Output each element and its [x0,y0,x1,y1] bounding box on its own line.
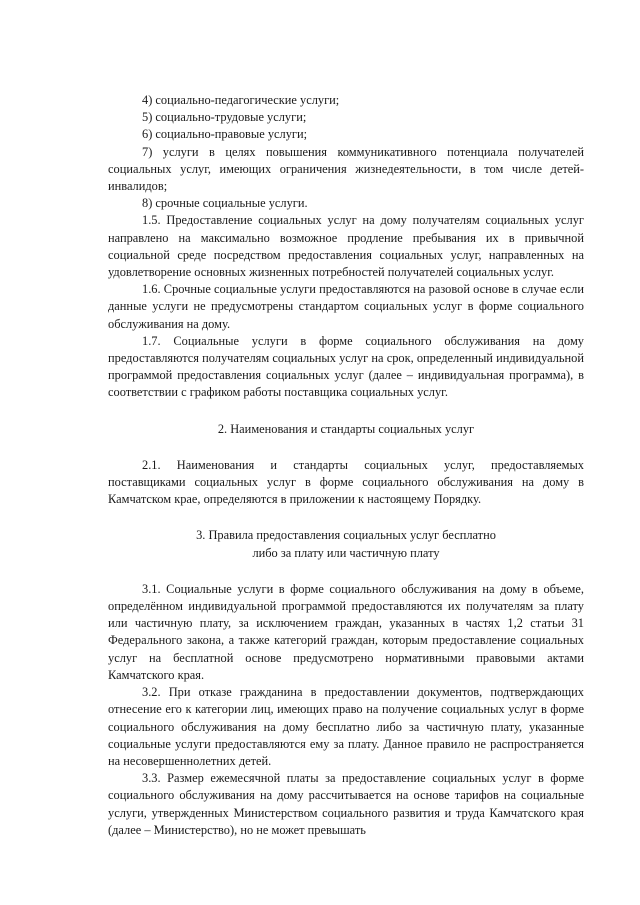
list-item-6: 6) социально-правовые услуги; [142,127,308,142]
paragraph-3-2: 3.2. При отказе гражданина в предоставлении документов, подтверждающих отнесение его к категории лиц, имеющих право на получение социальных услуг в форме социального обслуживания на дому бесплатно либо за частичную плату, указанные социальные услуги предоставляются ему за плату. Данное правило не распространяется на несовершеннолетних детей. [108,685,584,768]
paragraph-1-5: 1.5. Предоставление социальных услуг на дому получателям социальных услуг направлено на максимально возможное продление пребывания их в привычной социальной среде посредством предоставления социальных услуг, направленных на удовлетворение основных жизненных потребностей получателей социальных услуг. [108,213,584,280]
section-3-heading [108,527,584,561]
document-page [108,92,584,839]
paragraph-3-1: 3.1. Социальные услуги в форме социального обслуживания на дому в объеме, определённом индивидуальной программой предоставляются их получателям за плату или частичную плату, за исключением граждан, указанных в частях 1,2 статьи 31 Федерального закона, а также категорий граждан, которым предоставление социальных услуг на бесплатной основе предусмотрено нормативными правовыми актами Камчатского края. [108,581,584,682]
section-3-heading-line-2: либо за плату или частичную плату [252,545,440,560]
paragraph-2-1: 2.1. Наименования и стандарты социальных услуг, предоставляемых поставщиками социальных услуг в форме социального обслуживания на дому в Камчатском крае, определяются в приложении к настоящему Порядку. [108,457,584,507]
paragraph-1-6: 1.6. Срочные социальные услуги предоставляются на разовой основе в случае если данные услуги не предусмотрены стандартом социальных услуг в форме социального обслуживания на дому. [108,282,584,331]
section-2-heading: 2. Наименования и стандарты социальных услуг [217,421,475,436]
list-item-5: 5) социально-трудовые услуги; [142,110,307,125]
list-item-4: 4) социально-педагогические услуги; [142,93,340,107]
list-item-8: 8) срочные социальные услуги. [142,196,308,211]
paragraph-1-7: 1.7. Социальные услуги в форме социального обслуживания на дому предоставляются получателям социальных услуг на срок, определенный индивидуальной программой предоставления социальных услуг (далее – индивидуальная программа), в соответствии с графиком работы поставщика социальных услуг. [108,333,584,400]
section-3-heading-line-1: 3. Правила предоставления социальных услуг бесплатно [196,528,496,543]
paragraph-3-3: 3.3. Размер ежемесячной платы за предоставление социальных услуг в форме социального обслуживания на дому рассчитывается на основе тарифов на социальные услуги, утвержденных Министерством социального развития и труда Камчатского края (далее – Министерство), но не может превышать [108,771,584,837]
list-item-7: 7) услуги в целях повышения коммуникативного потенциала получателей социальных услуг, имеющих ограничения жизнедеятельности, в том числе детей-инвалидов; [108,144,584,194]
